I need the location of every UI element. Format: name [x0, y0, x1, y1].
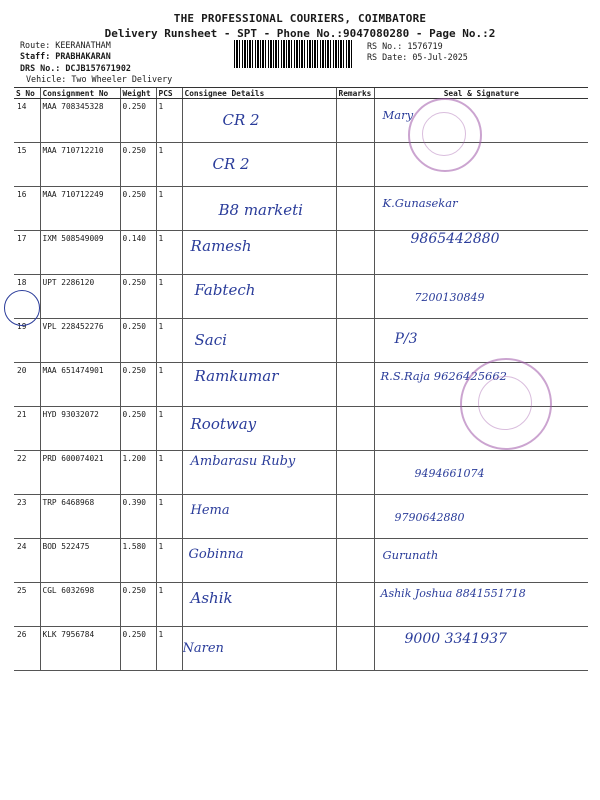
col-consignee: Consignee Details	[182, 88, 336, 99]
cell-pcs: 1	[156, 495, 182, 539]
cell-consignee	[182, 231, 336, 275]
cell-consignee	[182, 627, 336, 671]
cell-consignment: CGL 6032698	[40, 583, 120, 627]
col-consignment: Consignment No	[40, 88, 120, 99]
cell-pcs: 1	[156, 319, 182, 363]
cell-consignment: PRD 600074021	[40, 451, 120, 495]
consignee-handwriting: CR 2	[222, 111, 260, 129]
cell-consignment: HYD 93032072	[40, 407, 120, 451]
cell-consignment: UPT 2286120	[40, 275, 120, 319]
signature-handwriting: 9494661074	[414, 467, 485, 480]
signature-handwriting: Ashik Joshua 8841551718	[380, 587, 526, 600]
cell-sno: 16	[14, 187, 40, 231]
signature-handwriting: 7200130849	[414, 291, 485, 304]
table-row	[14, 539, 588, 583]
cell-seal	[374, 451, 588, 495]
cell-consignment: MAA 651474901	[40, 363, 120, 407]
cell-consignee	[182, 539, 336, 583]
cell-seal	[374, 275, 588, 319]
cell-sno: 24	[14, 539, 40, 583]
cell-sno: 15	[14, 143, 40, 187]
cell-consignee	[182, 407, 336, 451]
drs-number: DRS No.: DCJB157671902	[20, 63, 131, 73]
cell-weight: 0.250	[120, 143, 156, 187]
col-seal: Seal & Signature	[374, 88, 588, 99]
cell-consignment: KLK 7956784	[40, 627, 120, 671]
cell-sno: 26	[14, 627, 40, 671]
cell-consignment: TRP 6468968	[40, 495, 120, 539]
cell-pcs: 1	[156, 407, 182, 451]
cell-remarks	[336, 583, 374, 627]
cell-seal	[374, 583, 588, 627]
staff-label: Staff: PRABHAKARAN	[20, 51, 111, 61]
cell-sno: 19	[14, 319, 40, 363]
signature-handwriting: K.Gunasekar	[382, 196, 458, 210]
cell-seal	[374, 627, 588, 671]
cell-pcs: 1	[156, 99, 182, 143]
rs-date: RS Date: 05-Jul-2025	[367, 52, 468, 62]
cell-sno: 25	[14, 583, 40, 627]
consignee-handwriting: Ashik	[190, 589, 233, 607]
cell-remarks	[336, 451, 374, 495]
cell-pcs: 1	[156, 231, 182, 275]
table-row	[14, 451, 588, 495]
round-stamp-top-inner	[422, 112, 466, 156]
cell-consignee	[182, 143, 336, 187]
cell-remarks	[336, 363, 374, 407]
runsheet-subtitle: Delivery Runsheet - SPT - Phone No.:9047080280 - Page No.:2	[104, 27, 496, 40]
cell-seal	[374, 495, 588, 539]
col-pcs: PCS	[156, 88, 182, 99]
signature-handwriting: 9790642880	[394, 511, 465, 524]
cell-consignee	[182, 319, 336, 363]
table-row	[14, 99, 588, 143]
cell-consignment: MAA 708345328	[40, 99, 120, 143]
cell-sno: 23	[14, 495, 40, 539]
cell-weight: 1.200	[120, 451, 156, 495]
cell-sno: 18	[14, 275, 40, 319]
barcode-image	[234, 40, 352, 68]
consignee-handwriting: Rootway	[190, 415, 257, 433]
signature-handwriting: R.S.Raja 9626425662	[380, 369, 507, 383]
cell-sno: 20	[14, 363, 40, 407]
cell-remarks	[336, 319, 374, 363]
cell-pcs: 1	[156, 627, 182, 671]
table-row	[14, 275, 588, 319]
consignee-handwriting: Naren	[182, 641, 224, 656]
cell-consignee	[182, 363, 336, 407]
cell-remarks	[336, 627, 374, 671]
cell-weight: 0.250	[120, 187, 156, 231]
cell-weight: 0.250	[120, 363, 156, 407]
table-row	[14, 187, 588, 231]
col-remarks: Remarks	[336, 88, 374, 99]
consignee-handwriting: Ramkumar	[194, 367, 279, 385]
cell-remarks	[336, 143, 374, 187]
rs-number: RS No.: 1576719	[367, 41, 443, 51]
signature-handwriting: 9000 3341937	[404, 631, 507, 647]
cell-weight: 0.250	[120, 627, 156, 671]
cell-pcs: 1	[156, 187, 182, 231]
table-row	[14, 319, 588, 363]
signature-handwriting: 9865442880	[410, 231, 500, 247]
signature-handwriting: P/3	[394, 331, 418, 347]
consignee-handwriting: Fabtech	[194, 281, 256, 299]
cell-seal	[374, 143, 588, 187]
signature-handwriting: Mary	[382, 108, 414, 122]
cell-seal	[374, 231, 588, 275]
table-row	[14, 143, 588, 187]
cell-weight: 1.580	[120, 539, 156, 583]
consignee-handwriting: Hema	[190, 503, 230, 518]
cell-pcs: 1	[156, 143, 182, 187]
cell-pcs: 1	[156, 539, 182, 583]
cell-pcs: 1	[156, 363, 182, 407]
cell-weight: 0.250	[120, 583, 156, 627]
cell-sno: 14	[14, 99, 40, 143]
col-sno: S No	[14, 88, 40, 99]
consignee-handwriting: Ramesh	[190, 237, 252, 255]
cell-consignee	[182, 583, 336, 627]
cell-remarks	[336, 231, 374, 275]
consignee-handwriting: Saci	[194, 331, 227, 349]
cell-pcs: 1	[156, 583, 182, 627]
cell-pcs: 1	[156, 451, 182, 495]
cell-weight: 0.250	[120, 407, 156, 451]
vehicle-label: Vehicle: Two Wheeler Delivery	[26, 74, 173, 84]
cell-weight: 0.140	[120, 231, 156, 275]
cell-weight: 0.390	[120, 495, 156, 539]
consignee-handwriting: Ambarasu Ruby	[190, 454, 296, 469]
cell-weight: 0.250	[120, 99, 156, 143]
consignee-handwriting: Gobinna	[188, 547, 244, 562]
signature-handwriting: Gurunath	[382, 548, 439, 562]
consignee-handwriting: CR 2	[212, 155, 250, 173]
cell-consignee	[182, 495, 336, 539]
cell-consignee	[182, 187, 336, 231]
cell-sno: 22	[14, 451, 40, 495]
cell-consignee	[182, 99, 336, 143]
table-row	[14, 627, 588, 671]
round-stamp-bottom-inner	[478, 376, 532, 430]
table-row	[14, 231, 588, 275]
cell-remarks	[336, 275, 374, 319]
cell-remarks	[336, 407, 374, 451]
circle-mark-row-19	[4, 290, 40, 326]
cell-consignment: MAA 710712210	[40, 143, 120, 187]
cell-seal	[374, 539, 588, 583]
cell-consignee	[182, 275, 336, 319]
cell-sno: 21	[14, 407, 40, 451]
cell-sno: 17	[14, 231, 40, 275]
cell-consignment: MAA 710712249	[40, 187, 120, 231]
cell-consignee	[182, 451, 336, 495]
cell-seal	[374, 187, 588, 231]
cell-seal	[374, 319, 588, 363]
table-row	[14, 495, 588, 539]
cell-consignment: BOD 522475	[40, 539, 120, 583]
table-header-row	[14, 88, 588, 99]
consignee-handwriting: B8 marketi	[218, 201, 303, 219]
cell-consignment: VPL 228452276	[40, 319, 120, 363]
cell-weight: 0.250	[120, 319, 156, 363]
cell-remarks	[336, 187, 374, 231]
cell-remarks	[336, 99, 374, 143]
cell-remarks	[336, 539, 374, 583]
cell-pcs: 1	[156, 275, 182, 319]
company-title: THE PROFESSIONAL COURIERS, COIMBATORE	[173, 12, 427, 25]
cell-remarks	[336, 495, 374, 539]
col-weight: Weight	[120, 88, 156, 99]
route-label: Route: KEERANATHAM	[20, 40, 111, 50]
cell-consignment: IXM 508549009	[40, 231, 120, 275]
cell-weight: 0.250	[120, 275, 156, 319]
table-row	[14, 583, 588, 627]
